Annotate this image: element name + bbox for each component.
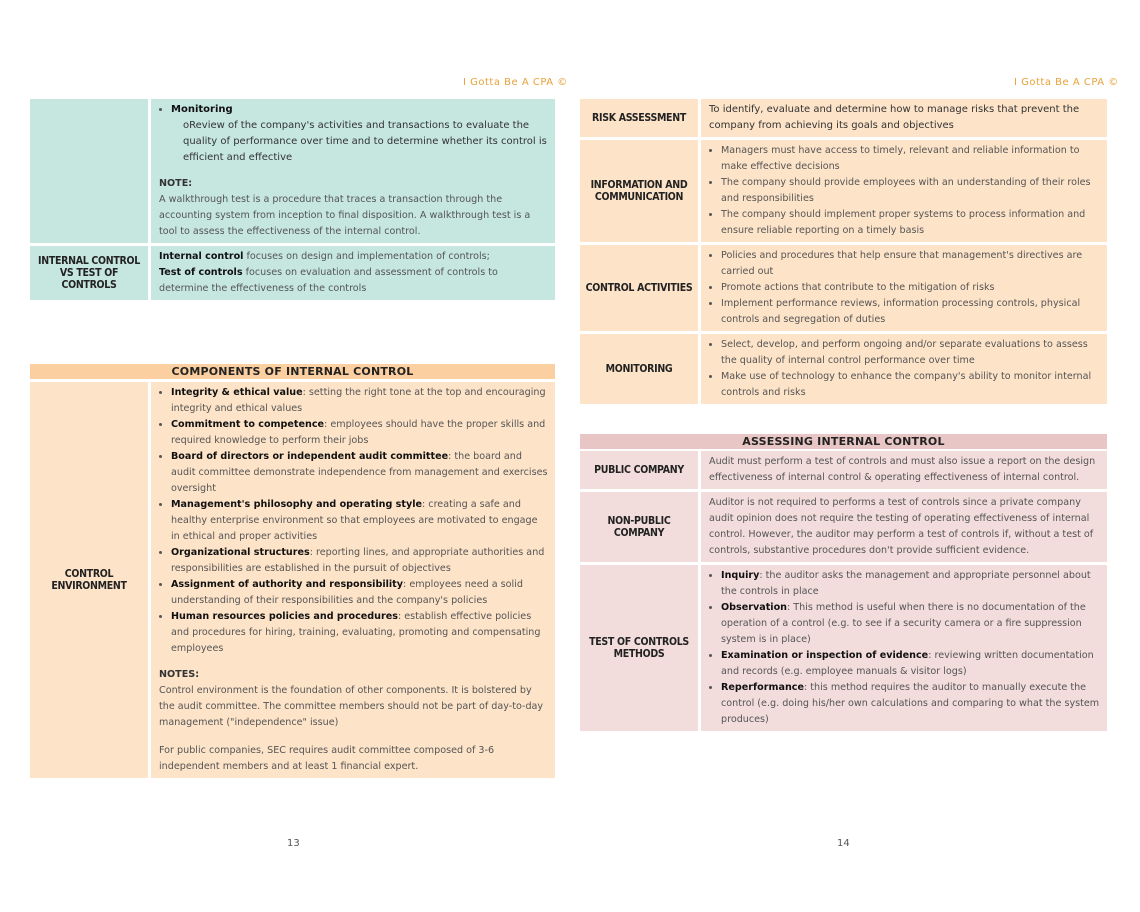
list-item-term: Management's philosophy and operating style <box>171 499 423 510</box>
list-item <box>171 497 549 545</box>
list-item: • Implement performance reviews, information processing controls, physical controls and segregation of duties <box>721 296 1101 328</box>
ic-vs-toc-header: INTERNAL CONTROL VS TEST OF CONTROLS <box>30 246 151 300</box>
list-item-term: Commitment to competence <box>171 419 325 430</box>
list-item: • The company should provide employees with an understanding of their roles and responsibilities <box>721 175 1101 207</box>
list-item-text: : This method is useful when there is no documentation of the operation of a control (e.g. to see if a security camera or a fire suppression system is in place) <box>721 602 1086 645</box>
list-item <box>721 680 1101 728</box>
list-item-term: Assignment of authority and responsibility <box>171 579 404 590</box>
list-item: • The company should implement proper systems to process information and ensure reliable reporting on a timely basis <box>721 207 1101 239</box>
list-item-term: Integrity & ethical value <box>171 387 303 398</box>
list-item-text: : reviewing written documentation and records (e.g. employee manuals & visitor logs) <box>721 650 1094 677</box>
public-company-header: PUBLIC COMPANY <box>580 451 701 489</box>
brand-logo-left: I Gotta Be A CPA © <box>463 77 568 88</box>
control-activities-list <box>709 248 1101 328</box>
nonpublic-company-header: NON-PUBLIC COMPANY <box>580 492 701 562</box>
list-item-term: Observation <box>721 602 787 613</box>
list-item-term: Human resources policies and procedures <box>171 611 398 622</box>
components-right-table <box>580 96 1107 407</box>
nonpublic-company-body: Auditor is not required to performs a test of controls since a private company audit opinion does not require the testing of operating effectiveness of internal control. However, the auditor may perform a test of controls if, without a test of controls, substantive procedures don't provide sufficient evidence. <box>701 492 1107 562</box>
toc-text: focuses on evaluation and assessment of controls to determine the effectiveness of the controls <box>159 267 498 294</box>
info-communication-body <box>701 140 1107 242</box>
toc-methods-body <box>701 565 1107 731</box>
list-item <box>171 417 549 449</box>
components-table <box>30 379 555 781</box>
control-environment-header: CONTROL ENVIRONMENT <box>30 382 151 778</box>
list-item <box>721 568 1101 600</box>
page-number-left: 13 <box>287 838 300 849</box>
list-item-text: : employees need a solid understanding of their responsibilities and the company's policies <box>171 579 523 606</box>
page-number-right: 14 <box>837 838 850 849</box>
monitoring-note-title: NOTE: <box>159 178 193 189</box>
list-item <box>171 449 549 497</box>
control-environment-body <box>151 382 555 778</box>
assessing-table <box>580 448 1107 734</box>
control-activities-header: CONTROL ACTIVITIES <box>580 245 701 331</box>
list-item <box>171 545 549 577</box>
control-activities-body <box>701 245 1107 331</box>
assessing-title: ASSESSING INTERNAL CONTROL <box>580 434 1107 449</box>
ic-term: Internal control <box>159 251 244 262</box>
list-item-term: Examination or inspection of evidence <box>721 650 929 661</box>
control-environment-list <box>159 385 549 657</box>
list-item <box>171 385 549 417</box>
list-item-text: : the board and audit committee demonstrate independence from management and exercises oversight <box>171 451 548 494</box>
list-item: • Promote actions that contribute to the mitigation of risks <box>721 280 1101 296</box>
monitoring-title: Monitoring <box>171 104 233 115</box>
monitoring-table <box>30 96 555 303</box>
info-communication-header: INFORMATION AND COMMUNICATION <box>580 140 701 242</box>
components-title: COMPONENTS OF INTERNAL CONTROL <box>30 364 555 379</box>
risk-assessment-header: RISK ASSESSMENT <box>580 99 701 137</box>
monitoring-body <box>151 99 555 243</box>
monitoring-right-body <box>701 334 1107 404</box>
list-item-text: : employees should have the proper skills and required knowledge to perform their jobs <box>171 419 546 446</box>
public-company-body: Audit must perform a test of controls and must also issue a report on the design effectiveness of internal control & operating effectiveness of internal control. <box>701 451 1107 489</box>
risk-assessment-body: To identify, evaluate and determine how to manage risks that prevent the company from achieving its goals and objectives <box>701 99 1107 137</box>
toc-methods-header: TEST OF CONTROLS METHODS <box>580 565 701 731</box>
list-item-text: : reporting lines, and appropriate authorities and responsibilities are established in the pursuit of objectives <box>171 547 545 574</box>
list-item <box>721 600 1101 648</box>
list-item-term: Organizational structures <box>171 547 310 558</box>
list-item-text: : this method requires the auditor to manually execute the control (e.g. doing his/her own calculations and comparing to what the system produces) <box>721 682 1100 725</box>
list-item-text: : the auditor asks the management and appropriate personnel about the controls in place <box>721 570 1091 597</box>
components-note-1: Control environment is the foundation of other components. It is bolstered by the audit committee. The committee members should not be part of day-to-day management ("independence" issue) <box>159 685 544 728</box>
list-item: • Make use of technology to enhance the company's ability to monitor internal controls and risks <box>721 369 1101 401</box>
brand-logo-right: I Gotta Be A CPA © <box>1014 77 1119 88</box>
list-item: • Select, develop, and perform ongoing and/or separate evaluations to assess the quality of internal control performance over time <box>721 337 1101 369</box>
monitoring-note: A walkthrough test is a procedure that traces a transaction through the accounting system from inception to final disposition. A walkthrough test is a tool to assess the effectiveness of the internal control. <box>159 194 531 237</box>
toc-methods-list <box>709 568 1101 728</box>
components-notes-title: NOTES: <box>159 669 200 680</box>
info-communication-list <box>709 143 1101 239</box>
monitoring-empty-header <box>30 99 151 243</box>
list-item-term: Board of directors or independent audit committee <box>171 451 449 462</box>
list-item: • Policies and procedures that help ensure that management's directives are carried out <box>721 248 1101 280</box>
monitoring-right-header: MONITORING <box>580 334 701 404</box>
list-item <box>171 609 549 657</box>
toc-term: Test of controls <box>159 267 243 278</box>
monitoring-sub: oReview of the company's activities and transactions to evaluate the quality of performance over time and to determine whether its control is efficient and effective <box>183 120 547 163</box>
ic-text: focuses on design and implementation of controls; <box>243 251 490 262</box>
list-item <box>721 648 1101 680</box>
components-note-2: For public companies, SEC requires audit committee composed of 3-6 independent members and at least 1 financial expert. <box>159 745 495 772</box>
list-item-text: : establish effective policies and procedures for hiring, training, evaluating, promoting and compensating employees <box>171 611 541 654</box>
monitoring-right-list <box>709 337 1101 401</box>
list-item-text: : creating a safe and healthy enterprise environment so that employees are motivated to engage in ethical and proper activities <box>171 499 538 542</box>
list-item-term: Reperformance <box>721 682 804 693</box>
list-item-text: : setting the right tone at the top and encouraging integrity and ethical values <box>171 387 546 414</box>
list-item <box>171 577 549 609</box>
ic-vs-toc-body <box>151 246 555 300</box>
list-item: • Managers must have access to timely, relevant and reliable information to make effective decisions <box>721 143 1101 175</box>
list-item-term: Inquiry <box>721 570 760 581</box>
